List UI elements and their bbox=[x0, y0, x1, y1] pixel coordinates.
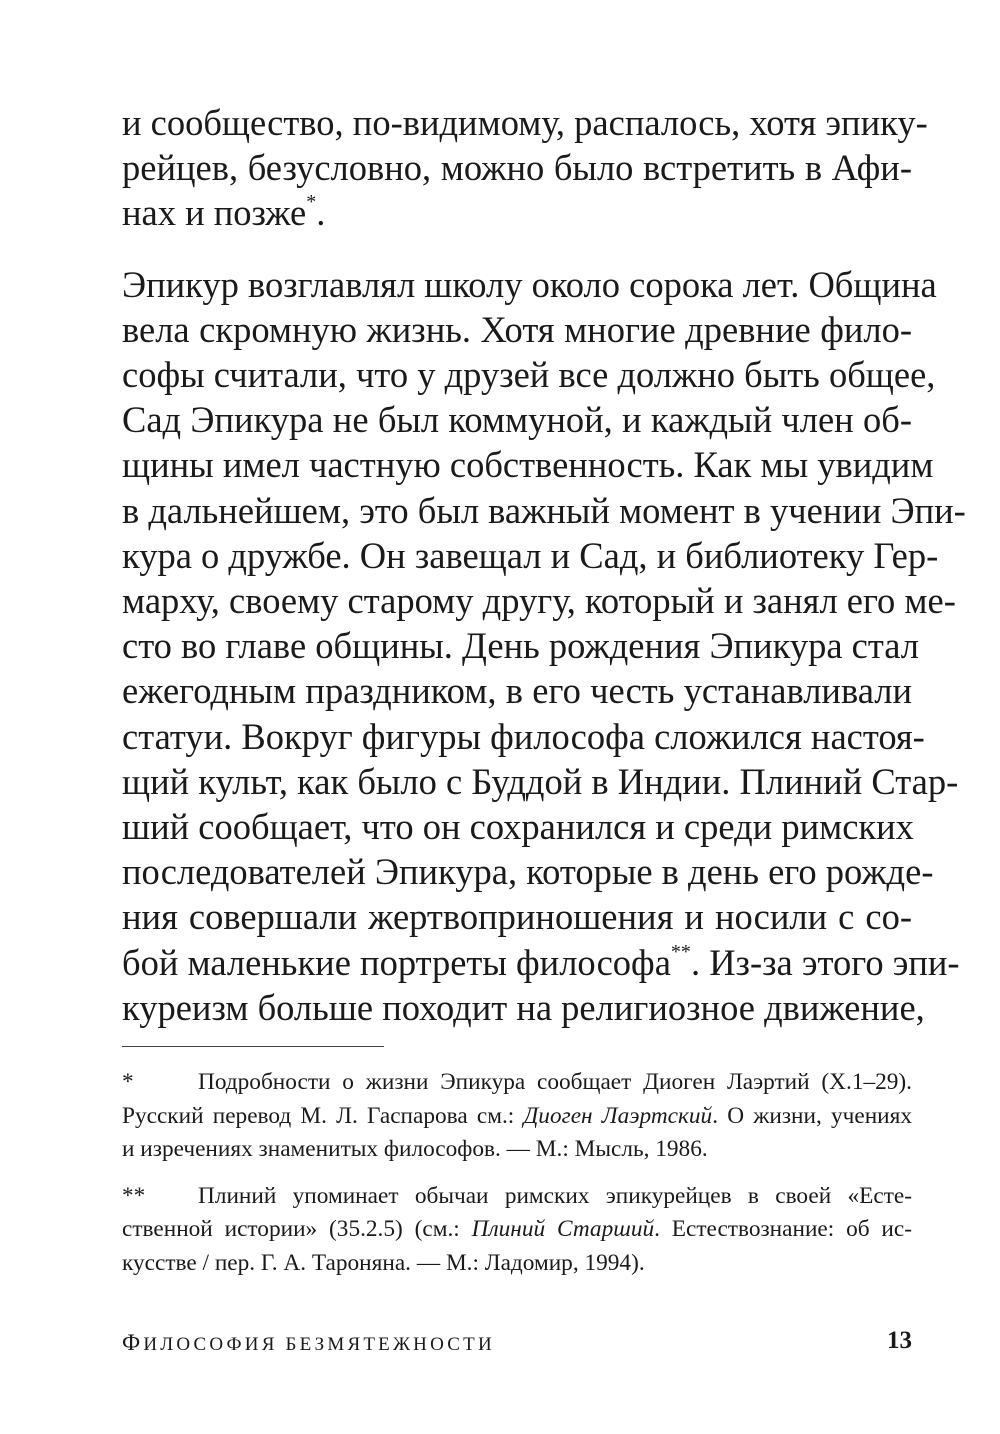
footnote-line: и изречениях знаменитых философов. — М.: Мысль, 1986. bbox=[122, 1136, 708, 1162]
footnotes bbox=[122, 1066, 912, 1293]
footnote-text: Подробности о жизни Эпикура сообщает Диоген Лаэртий (X.1–29). bbox=[198, 1069, 912, 1095]
footnote-ref-1[interactable]: * bbox=[306, 191, 317, 214]
text-line: щины имел частную собственность. Как мы увидим bbox=[122, 444, 934, 486]
text-line: ежегодным праздником, в его честь устанавливали bbox=[122, 670, 912, 712]
text-line: вела скромную жизнь. Хотя многие древние фило- bbox=[122, 308, 912, 350]
text-line bbox=[122, 940, 960, 985]
footnote-2 bbox=[122, 1180, 912, 1281]
footnote-text: Русский перевод М. Л. Гаспарова см.: bbox=[122, 1102, 524, 1129]
footnote-text: Плиний упоминает обычаи римских эпикурейцев в своей «Есте- bbox=[198, 1182, 912, 1209]
text-line: марху, своему старому другу, который и занял его ме- bbox=[122, 580, 956, 622]
running-title-capital: Ф bbox=[122, 1330, 144, 1355]
footnote-text: . О жизни, учениях bbox=[712, 1102, 912, 1129]
footnote-ref-2[interactable]: ** bbox=[670, 940, 691, 963]
text-line: софы считали, что у друзей все должно быть общее, bbox=[122, 354, 936, 396]
running-title bbox=[122, 1330, 495, 1356]
text-line: рейцев, безусловно, можно было встретить в Афи- bbox=[122, 147, 912, 189]
footnote-italic-author: Плиний Старший bbox=[471, 1216, 655, 1242]
text-line bbox=[122, 190, 912, 235]
text-line: ший сообщает, что он сохранился и среди римских bbox=[122, 806, 914, 848]
footnote-mark: ** bbox=[122, 1182, 146, 1209]
text-line: Эпикур возглавлял школу около сорока лет. Община bbox=[122, 263, 937, 305]
footnote-line: кусстве / пер. Г. А. Тароняна. — М.: Ладомир, 1994). bbox=[122, 1249, 645, 1276]
footnote-text: . Естествознание: об ис- bbox=[654, 1216, 913, 1242]
running-title-rest: ИЛОСОФИЯ БЕЗМЯТЕЖНОСТИ bbox=[143, 1334, 495, 1355]
text-line: сто во главе общины. День рождения Эпикура стал bbox=[122, 625, 919, 667]
footnote-line bbox=[122, 1213, 912, 1247]
footnote-line bbox=[122, 1100, 912, 1134]
text-line: щий культ, как было с Буддой в Индии. Плиний Стар- bbox=[122, 760, 959, 802]
footnote-1 bbox=[122, 1066, 912, 1167]
text-line: ния совершали жертвоприношения и носили с со- bbox=[122, 896, 912, 938]
page-body bbox=[122, 100, 966, 1030]
text-line: в дальнейшем, это был важный момент в учении Эпи- bbox=[122, 489, 966, 531]
text-line-part: бой маленькие портреты философа bbox=[122, 941, 671, 983]
page-number: 13 bbox=[887, 1327, 912, 1354]
text-line-part: нах и позже bbox=[122, 192, 307, 234]
text-line-part: . Из-за этого эпи- bbox=[690, 941, 960, 983]
text-line: куреизм больше походит на религиозное движение, bbox=[122, 986, 925, 1028]
body-text bbox=[122, 100, 966, 1030]
footnote-text: ственной истории» (35.2.5) (см.: bbox=[122, 1216, 472, 1242]
text-line-part: . bbox=[316, 192, 326, 234]
text-line: кура о дружбе. Он завещал и Сад, и библиотеку Гер- bbox=[122, 534, 939, 576]
footnote-italic-author: Диоген Лаэртский bbox=[523, 1102, 713, 1129]
footnote-line bbox=[122, 1180, 912, 1214]
text-line: статуи. Вокруг фигуры философа сложился настоя- bbox=[122, 715, 925, 757]
text-line: и сообщество, по-видимому, распалось, хотя эпику- bbox=[122, 102, 928, 143]
text-line: Сад Эпикура не был коммуной, и каждый член об- bbox=[122, 399, 912, 441]
text-line: последователей Эпикура, которые в день его рожде- bbox=[122, 851, 934, 893]
footnote-line bbox=[122, 1066, 912, 1100]
paragraph-1 bbox=[122, 100, 928, 236]
footnote-divider bbox=[122, 1046, 384, 1047]
footnote-mark: * bbox=[122, 1069, 134, 1095]
paragraph-2 bbox=[122, 262, 966, 1030]
